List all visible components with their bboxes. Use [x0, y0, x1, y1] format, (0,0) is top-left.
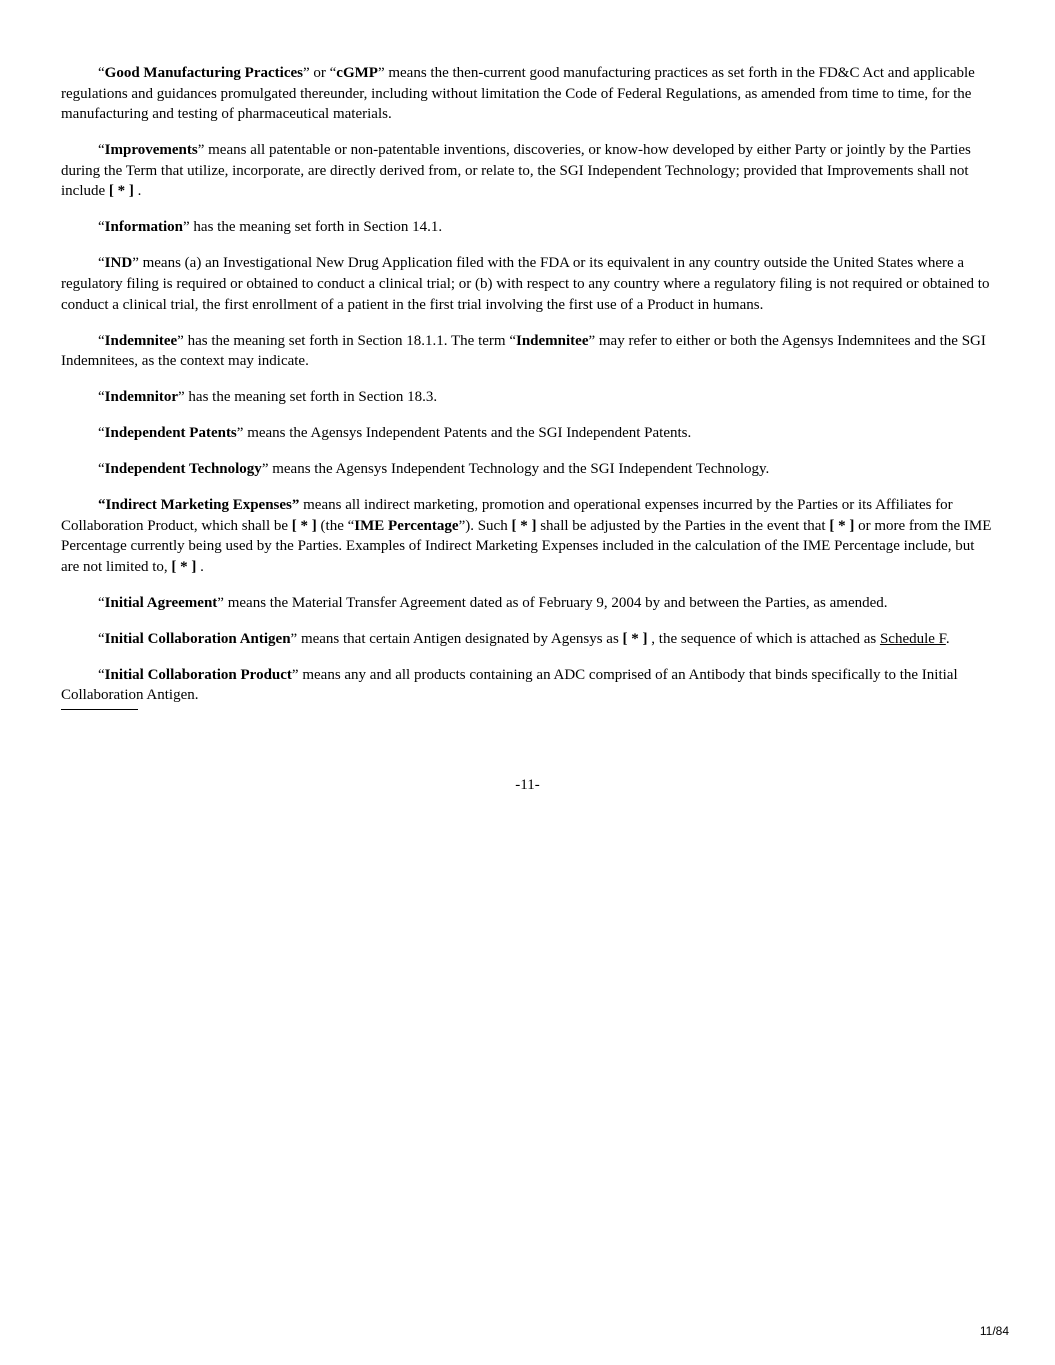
schedule-reference: Schedule F	[879, 630, 946, 647]
definition-text: ” may refer to either or both the Agensys Indemnitees and the SGI Indemnitees, as the context may indicate.	[61, 332, 986, 370]
defined-term: [ * ]	[108, 183, 134, 200]
defined-term: [ * ]	[511, 517, 537, 534]
definition-text: ” has the meaning set forth in Section 18.1.1. The term “	[177, 332, 516, 349]
definition-text: “	[98, 425, 105, 442]
definition-text: .	[133, 183, 142, 200]
defined-term: IME Percentage	[354, 517, 459, 534]
definition-text: ” has the meaning set forth in Section 18.3.	[178, 389, 438, 406]
defined-term: [ * ]	[171, 558, 197, 575]
definition-text: ” means the Agensys Independent Patents and the SGI Independent Patents.	[236, 425, 692, 442]
definition-text: ” means any and all products containing an ADC comprised of an Antibody that binds specifically to the Initial Collaboration Antigen.	[61, 666, 958, 704]
defined-term: “Indirect Marketing Expenses”	[98, 497, 300, 514]
defined-term: [ * ]	[291, 517, 317, 534]
definition-independent-technology	[61, 459, 995, 480]
definition-text: , the sequence of which is attached as	[647, 630, 880, 647]
definition-text: ” means the Material Transfer Agreement dated as of February 9, 2004 by and between the Parties, as amended.	[217, 594, 888, 611]
defined-term: Independent Patents	[104, 425, 237, 442]
defined-term: Indemnitee	[104, 332, 178, 349]
defined-term: Initial Agreement	[104, 594, 218, 611]
defined-term: Good Manufacturing Practices	[104, 65, 303, 81]
definition-text: “	[98, 630, 105, 647]
definition-text: means all indirect marketing, promotion and operational expenses incurred by the Parties or its Affiliates for Collaboration Product, which shall be	[61, 497, 953, 534]
definition-text: “	[98, 255, 105, 272]
definition-text: ” means the Agensys Independent Technology and the SGI Independent Technology.	[261, 461, 770, 478]
definition-indirect-marketing-expenses	[61, 495, 995, 577]
defined-term: Information	[104, 219, 184, 236]
definition-text: .	[945, 630, 950, 647]
definition-information	[61, 217, 995, 238]
defined-term: Indemnitor	[104, 389, 179, 406]
document-body	[61, 63, 995, 710]
defined-term: IND	[104, 255, 133, 272]
definition-ind	[61, 253, 995, 315]
definition-text: ” or “	[302, 65, 337, 81]
defined-term: cGMP	[336, 65, 378, 81]
definition-text: “	[98, 219, 105, 236]
definition-initial-collaboration-product	[61, 665, 995, 706]
page-count: 11/84	[979, 1324, 1009, 1338]
definition-text: “	[98, 461, 105, 478]
definition-text: .	[196, 558, 204, 575]
definition-improvements	[61, 140, 995, 202]
definition-indemnitee	[61, 331, 995, 372]
defined-term: Independent Technology	[104, 461, 262, 478]
page-number: -11-	[515, 777, 540, 793]
definition-text: “	[98, 594, 105, 611]
definition-text: “	[98, 142, 105, 159]
definition-text: ” means (a) an Investigational New Drug Application filed with the FDA or its equivalent in any country outside the United States where a regulatory filing is required or obtained to conduct a clinical trial; or (b) with respect to any country where a regulatory filing is not required or obtained to conduct a clinical trial, the first enrollment of a patient in the first trial involving the first use of a Product in humans.	[61, 255, 990, 313]
definition-text: ” has the meaning set forth in Section 14.1.	[183, 219, 443, 236]
definition-text: ”). Such	[458, 517, 512, 534]
definition-text: ” means all patentable or non-patentable inventions, discoveries, or know-how developed by either Party or jointly by the Parties during the Term that utilize, incorporate, are directly derived from, or relate to, the SGI Independent Technology; provided that Improvements shall not include	[61, 142, 971, 200]
definition-text: “	[98, 666, 105, 683]
defined-term: Improvements	[104, 142, 198, 159]
definition-text: ” means that certain Antigen designated by Agensys as	[290, 630, 623, 647]
definition-initial-agreement	[61, 593, 995, 614]
defined-term: [ * ]	[829, 517, 855, 534]
definition-text: or more from the IME Percentage currently being used by the Parties. Examples of Indirect Marketing Expenses included in the calculation of the IME Percentage include, but are not limited to,	[61, 517, 992, 575]
defined-term: Initial Collaboration Antigen	[104, 630, 291, 647]
definition-text: shall be adjusted by the Parties in the event that	[536, 517, 830, 534]
definition-text: “	[98, 389, 105, 406]
definition-text: “	[98, 65, 105, 81]
defined-term: Initial Collaboration Product	[104, 666, 292, 683]
definition-text: “	[98, 332, 105, 349]
defined-term: [ * ]	[622, 630, 648, 647]
definition-text: ” means the then-current good manufacturing practices as set forth in the FD&C Act and applicable regulations and guidances promulgated thereunder, including without limitation the Code of Federal Regulations, as amended from time to time, for the manufacturing and testing of pharmaceutical materials.	[61, 65, 975, 123]
definition-indemnitor	[61, 387, 995, 408]
definition-good-manufacturing-practices	[61, 63, 995, 125]
footnote-separator-rule	[61, 709, 138, 710]
definition-independent-patents	[61, 423, 995, 444]
definition-initial-collaboration-antigen	[61, 629, 995, 650]
defined-term: Indemnitee	[515, 332, 589, 349]
definition-text: (the “	[316, 517, 355, 534]
